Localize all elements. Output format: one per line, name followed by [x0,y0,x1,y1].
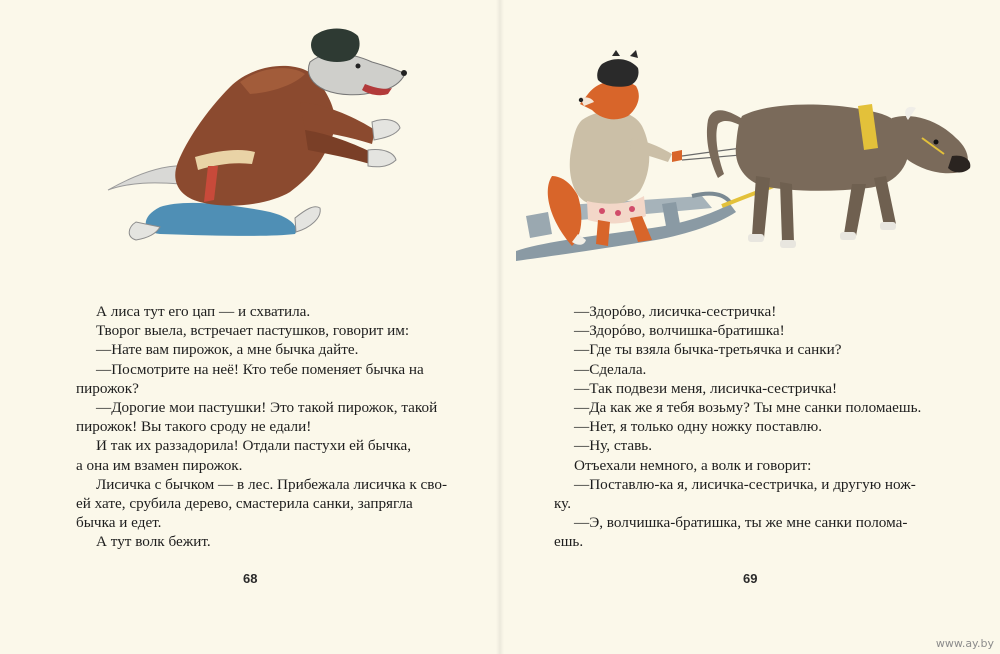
text-line: —Дорогие мои пастушки! Это такой пирожок, такой [96,399,438,417]
text-line: А лиса тут его цап — и схватила. [96,303,311,320]
text-line: А тут волк бежит. [96,533,211,551]
wolf-illustration [100,22,420,252]
text-line: пирожок! Вы такого сроду не едали! [76,418,312,436]
text-line: Творог выела, встречает пастушков, говорит им: [96,322,410,340]
text-line: —Ну, ставь. [574,437,653,455]
text-line: —Поставлю-ка я, лисичка-сестричка, и другую нож- [574,475,916,493]
text-line: пирожок? [76,379,139,397]
text-line: —Да как же я тебя возьму? Ты мне санки поломаешь. [574,399,922,417]
text-line: бычка и едет. [76,514,162,532]
text-line: Отъехали немного, а волк и говорит: [574,456,812,474]
text-line: —Э, волчишка-братишка, ты же мне санки полома- [574,514,908,532]
page-number: 68 [243,571,258,586]
fox-sled-calf-illustration [512,46,982,268]
text-line: —Так подвези меня, лисичка-сестричка! [574,379,838,397]
text-line: ку. [554,495,572,513]
text-line: —Сделала. [574,360,647,378]
text-line: ей хате, срубила дерево, смастерила санки, запрягла [76,495,413,513]
page-number: 69 [743,571,758,586]
text-line: Лисичка с бычком — в лес. Прибежала лисичка к сво- [96,475,448,493]
left-page-text [76,302,448,552]
text-line: а она им взамен пирожок. [76,456,243,474]
text-line: И так их раззадорила! Отдали пастухи ей бычка, [96,437,412,455]
text-line: —Нет, я только одну ножку поставлю. [574,418,822,436]
text-line: —Нате вам пирожок, а мне бычка дайте. [96,341,359,359]
text-line: —Посмотрите на неё! Кто тебе поменяет бычка на [96,360,424,378]
text-line: —Здорóво, волчишка-братишка! [574,322,785,340]
text-line: ешь. [554,533,584,551]
text-line: —Где ты взяла бычка-третьячка и санки? [574,341,842,359]
right-page-text [554,302,930,552]
watermark: www.ay.by [935,637,994,650]
text-line: —Здорóво, лисичка-сестричка! [574,303,777,320]
